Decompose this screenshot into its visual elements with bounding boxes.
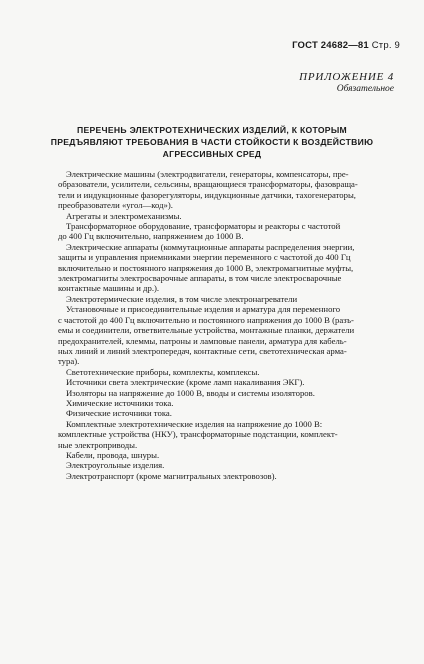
text-line: Химические источники тока. — [66, 397, 174, 408]
text-line: тели и индукционные фазорегуляторы, индукционные датчики, тахогенераторы, — [58, 189, 356, 200]
standard-number: ГОСТ 24682—81 — [292, 40, 369, 51]
text-line: Физические источники тока. — [66, 408, 172, 419]
paragraph — [58, 169, 400, 211]
title-line: АГРЕССИВНЫХ СРЕД — [162, 149, 262, 159]
paragraph — [58, 294, 400, 304]
text-line: с частотой до 400 Гц включительно и постоянного напряжения до 1000 В (разъ- — [58, 314, 354, 325]
text-line: защиты и управления приемниками энергии переменного с частотой до 400 Гц — [58, 252, 351, 263]
appendix-title: ПРИЛОЖЕНИЕ 4 — [299, 71, 394, 83]
paragraph — [58, 242, 400, 294]
title-line: ПЕРЕЧЕНЬ ЭЛЕКТРОТЕХНИЧЕСКИХ ИЗДЕЛИЙ, К КОТОРЫМ — [76, 125, 348, 135]
paragraph — [58, 388, 400, 398]
paragraph — [58, 221, 400, 242]
paragraph — [58, 471, 400, 481]
paragraph — [58, 377, 400, 387]
title-line: ПРЕДЪЯВЛЯЮТ ТРЕБОВАНИЯ В ЧАСТИ СТОЙКОСТИ К ВОЗДЕЙСТВИЮ — [50, 137, 374, 147]
paragraph — [58, 211, 400, 221]
paragraph — [58, 450, 400, 460]
text-line: емы и соединители, ответвительные устройства, монтажные планки, держатели — [58, 325, 355, 336]
text-line: образователи, усилители, сельсины, вращающиеся трансформаторы, фазовраща- — [58, 179, 358, 190]
text-line: Трансформаторное оборудование, трансформаторы и реакторы с частотой — [66, 221, 341, 232]
text-line: электромагниты электросварочные аппараты, в том числе электросварочные — [58, 273, 342, 284]
text-line: включительно и постоянного напряжения до 1000 В, электромагнитные муфты, — [58, 262, 354, 273]
paragraph — [58, 408, 400, 418]
text-line: Изоляторы на напряжение до 1000 В, вводы и системы изоляторов. — [66, 387, 315, 398]
text-line: тура). — [58, 356, 80, 367]
text-line: Электротранспорт (кроме магнитральных электровозов). — [66, 470, 277, 481]
text-line: контактные машины и др.). — [58, 283, 160, 294]
text-line: Электрические аппараты (коммутационные аппараты распределения энергии, — [66, 241, 355, 252]
text-line: Источники света электрические (кроме ламп накаливания ЭКГ). — [66, 377, 305, 388]
text-line: Кабели, провода, шнуры. — [66, 449, 160, 460]
text-line: Агрегаты и электромеханизмы. — [66, 210, 182, 221]
text-line: Электроугольные изделия. — [66, 460, 165, 471]
page-header — [292, 40, 400, 51]
appendix-subtitle: Обязательное — [336, 84, 394, 94]
text-line: Электротермические изделия, в том числе электронагреватели — [66, 293, 298, 304]
appendix-label — [299, 71, 394, 94]
text-line: ных линий и линий электропередач, контактные сети, светотехническая арма- — [58, 345, 347, 356]
text-line: преобразователи «угол—код»). — [58, 200, 173, 211]
paragraph — [58, 304, 400, 366]
text-line: Установочные и присоединительные изделия и арматура для переменного — [66, 304, 341, 315]
text-line: Электрические машины (электродвигатели, генераторы, компенсаторы, пре- — [66, 169, 349, 179]
text-line: предохранителей, клеммы, патроны и ламповые панели, арматура для кабель- — [58, 335, 347, 346]
document-body — [58, 169, 400, 481]
paragraph — [58, 367, 400, 377]
paragraph — [58, 460, 400, 470]
text-line: Светотехнические приборы, комплекты, комплексы. — [66, 366, 260, 377]
page-number: Стр. 9 — [371, 40, 400, 51]
paragraph — [58, 398, 400, 408]
text-line: до 400 Гц включительно, напряжением до 1000 В. — [58, 231, 244, 242]
paragraph — [58, 419, 400, 450]
text-line: комплектные устройства (НКУ), трансформаторные подстанции, комплект- — [58, 429, 338, 440]
document-title — [40, 124, 384, 160]
text-line: ные электроприводы. — [58, 439, 138, 450]
text-line: Комплектные электротехнические изделия на напряжение до 1000 В: — [66, 418, 323, 429]
